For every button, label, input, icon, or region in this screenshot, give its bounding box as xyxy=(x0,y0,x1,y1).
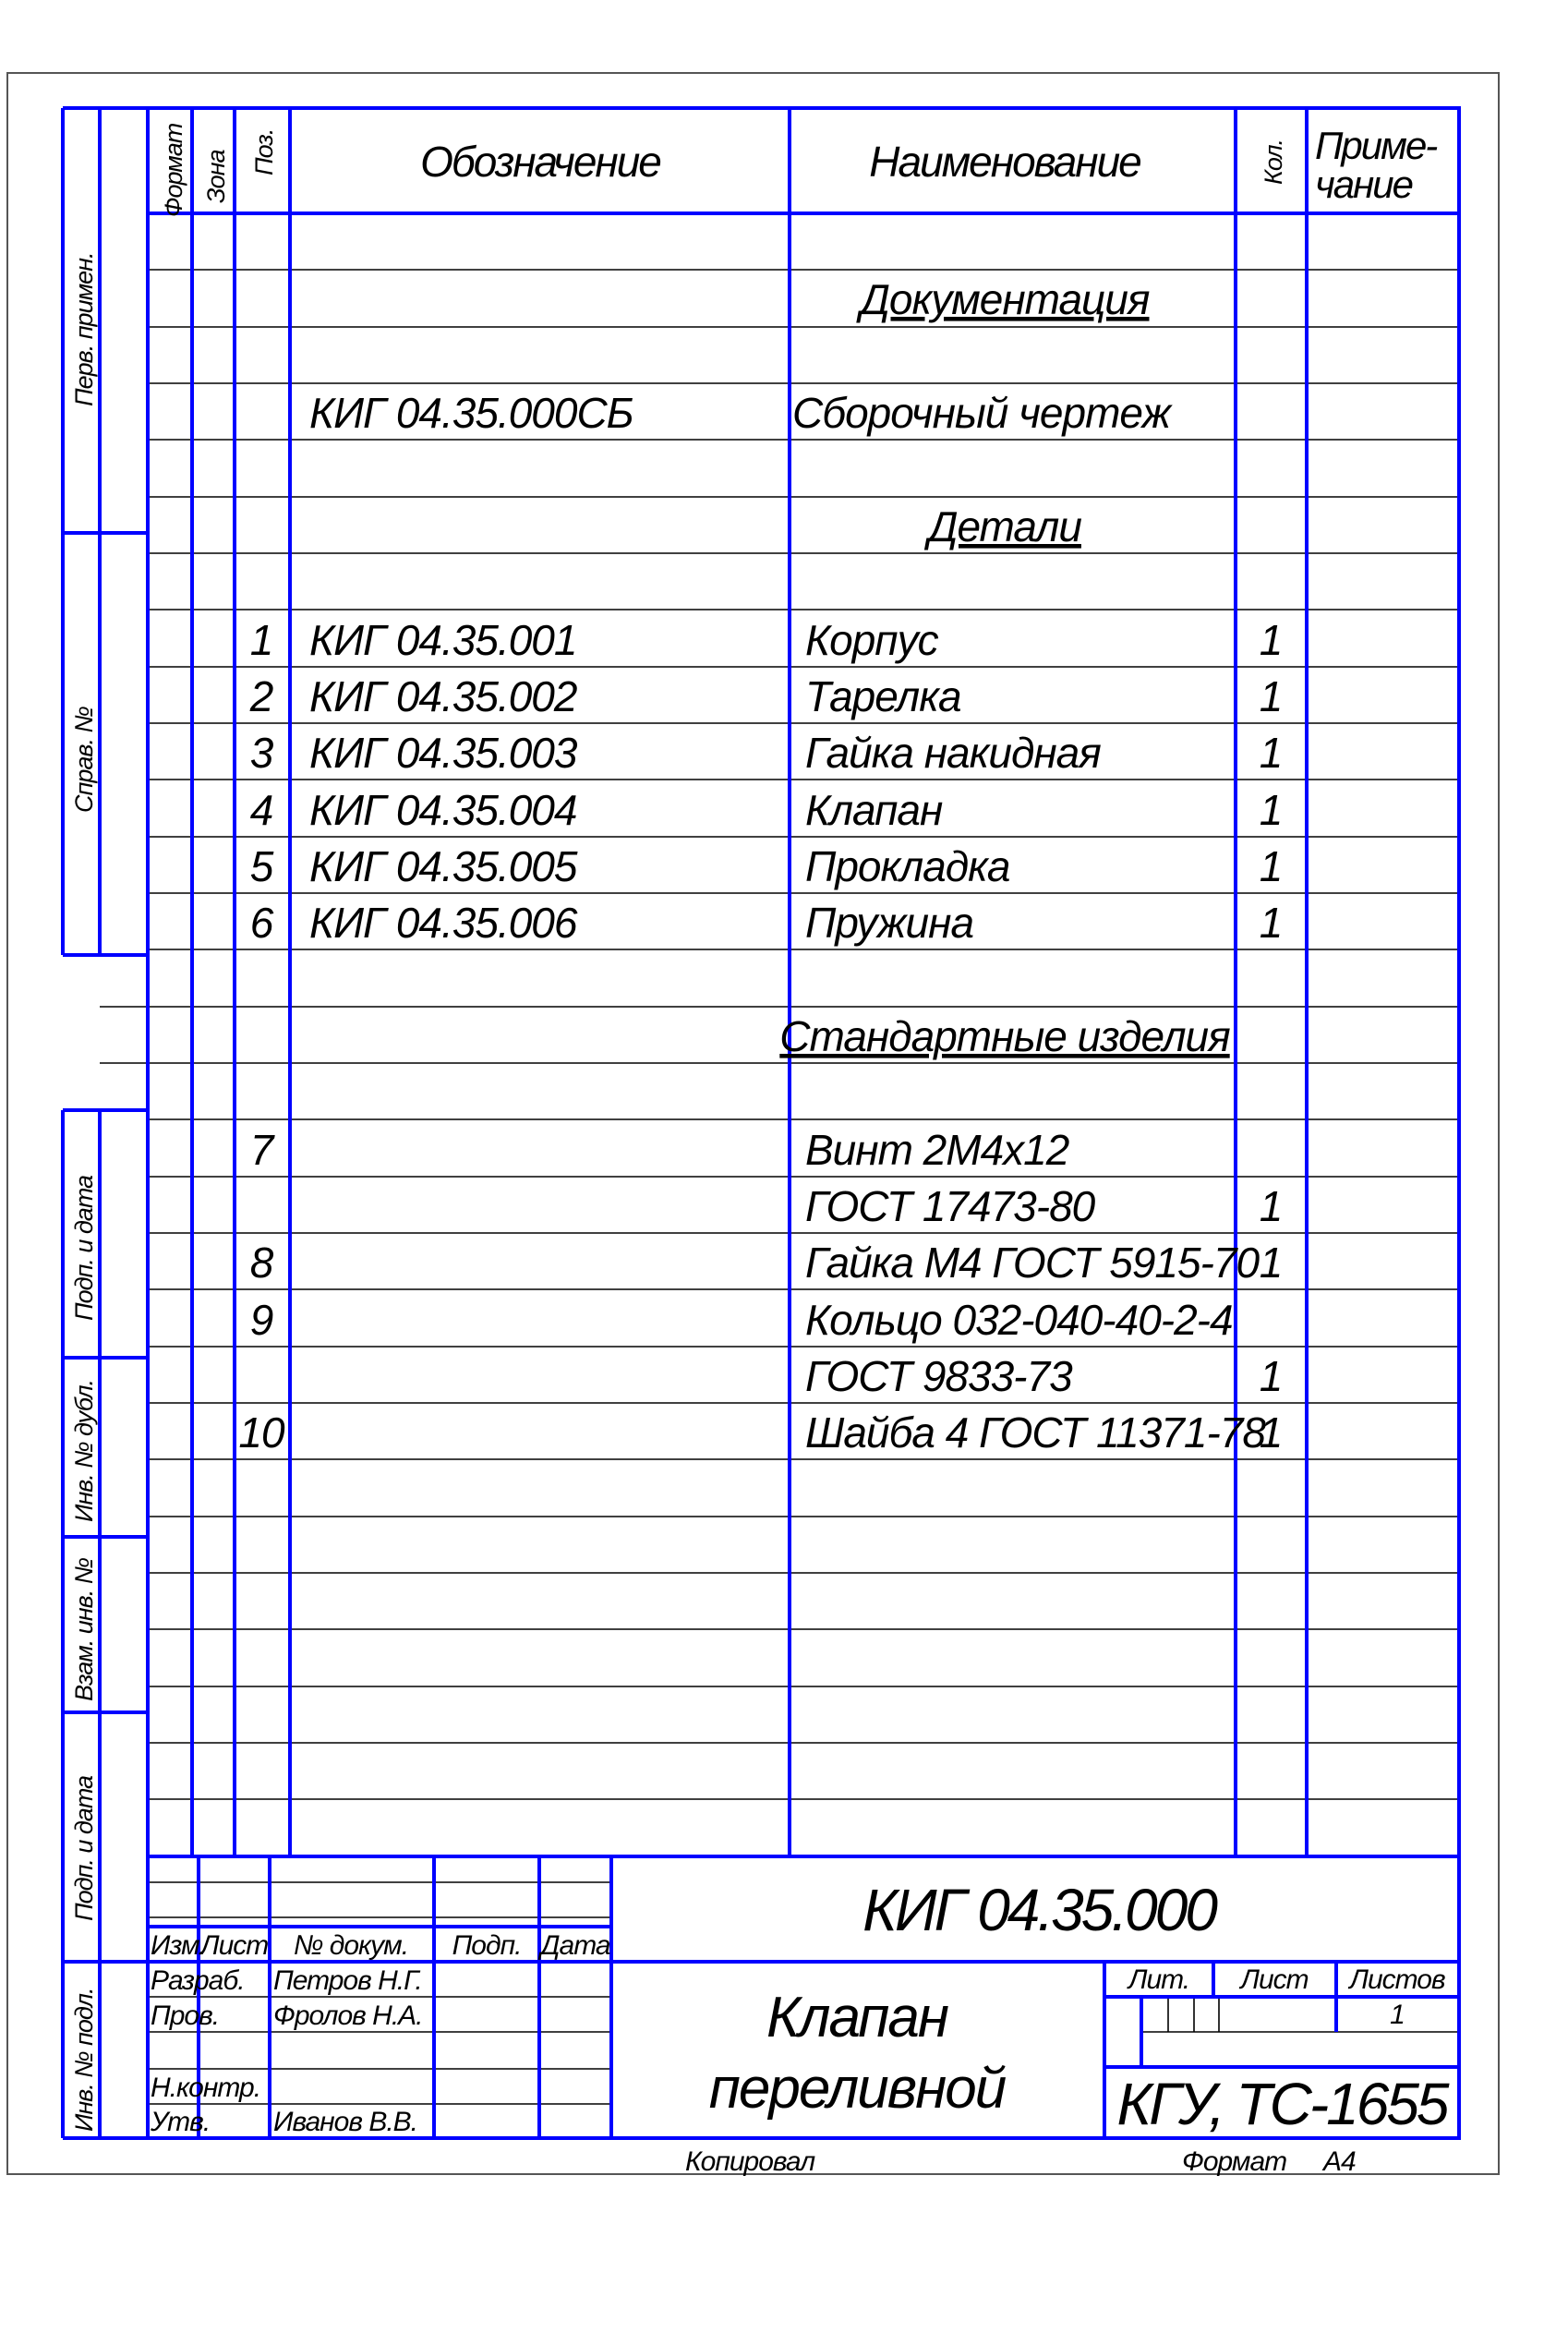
side-inv-dubl: Инв. № дубл. xyxy=(70,1379,98,1522)
nkontr-label: Н.контр. xyxy=(151,2073,261,2103)
header-note-line1: Приме- xyxy=(1315,124,1437,167)
row-name: Кольцо 032-040-40-2-4 xyxy=(805,1296,1233,1344)
sheet-label: Лист xyxy=(1240,1964,1309,1995)
row-name: Гайка М4 ГОСТ 5915-70 xyxy=(805,1239,1260,1287)
row-name: Винт 2М4х12 xyxy=(805,1126,1069,1174)
row-pos: 8 xyxy=(249,1239,273,1287)
side-podp-data-1: Подп. и дата xyxy=(70,1175,98,1321)
header-designation: Обозначение xyxy=(420,138,660,186)
row-qty: 1 xyxy=(1259,1239,1283,1287)
row-name: ГОСТ 17473-80 xyxy=(805,1182,1095,1230)
row-name: Пружина xyxy=(805,899,974,947)
row-name: Клапан xyxy=(805,786,943,834)
row-pos: 3 xyxy=(249,729,273,777)
product-name-line1: Клапан xyxy=(766,1986,948,2049)
row-designation: КИГ 04.35.001 xyxy=(309,616,577,664)
row-qty: 1 xyxy=(1259,672,1283,720)
utv-label: Утв. xyxy=(151,2107,211,2137)
row-name: Гайка накидная xyxy=(805,729,1101,777)
col-data: Дата xyxy=(540,1930,610,1961)
row-designation: КИГ 04.35.003 xyxy=(309,729,577,777)
row-qty: 1 xyxy=(1259,899,1283,947)
row-name: ГОСТ 9833-73 xyxy=(805,1352,1072,1400)
frame-lines xyxy=(63,108,1459,2138)
row-name: Шайба 4 ГОСТ 11371-78 xyxy=(805,1408,1265,1457)
row-pos: 1 xyxy=(249,616,273,664)
row-qty: 1 xyxy=(1259,1352,1283,1400)
header-name: Наименование xyxy=(869,138,1140,186)
header-pos: Поз. xyxy=(250,128,278,175)
row-qty: 1 xyxy=(1259,1408,1283,1457)
row-qty: 1 xyxy=(1259,616,1283,664)
table-row-lines xyxy=(100,270,1459,2104)
side-vzam-inv: Взам. инв. № xyxy=(70,1558,98,1701)
section-standard: Стандартные изделия xyxy=(779,1012,1230,1060)
organization: КГУ, ТС-1655 xyxy=(1116,2071,1447,2137)
row-pos: 2 xyxy=(249,672,273,720)
col-podp: Подп. xyxy=(452,1930,522,1961)
paper-border xyxy=(7,73,1499,2174)
doc-code: КИГ 04.35.000 xyxy=(862,1877,1215,1943)
row-pos: 7 xyxy=(249,1126,273,1174)
row-designation: КИГ 04.35.004 xyxy=(309,786,577,834)
header-format: Формат xyxy=(160,123,187,217)
row-qty: 1 xyxy=(1259,786,1283,834)
row-pos: 4 xyxy=(249,786,273,834)
razrab-label: Разраб. xyxy=(151,1965,245,1996)
footer-format-value: А4 xyxy=(1323,2146,1356,2177)
col-list: Лист xyxy=(200,1930,269,1961)
row-name: Корпус xyxy=(805,616,938,664)
row-name: Тарелка xyxy=(805,672,961,720)
header-qty: Кол. xyxy=(1260,139,1287,185)
row-pos: 9 xyxy=(249,1296,273,1344)
row-name: Сборочный чертеж xyxy=(792,389,1171,437)
header-zone: Зона xyxy=(202,150,230,203)
row-pos: 6 xyxy=(249,899,273,947)
lit-label: Лит. xyxy=(1128,1964,1190,1995)
razrab-name: Петров Н.Г. xyxy=(273,1965,422,1996)
row-designation: КИГ 04.35.006 xyxy=(309,899,577,947)
side-perv-primen: Перв. примен. xyxy=(70,252,98,406)
prov-name: Фролов Н.А. xyxy=(273,2001,423,2031)
utv-name: Иванов В.В. xyxy=(273,2107,418,2137)
sheets-label: Листов xyxy=(1349,1964,1445,1995)
row-qty: 1 xyxy=(1259,1182,1283,1230)
side-inv-podl: Инв. № подл. xyxy=(70,1988,98,2132)
row-pos: 5 xyxy=(249,842,273,890)
footer-copied: Копировал xyxy=(685,2146,815,2177)
sheets-value: 1 xyxy=(1390,2000,1405,2030)
side-podp-data-2: Подп. и дата xyxy=(70,1775,98,1921)
product-name-line2: переливной xyxy=(708,2057,1006,2121)
prov-label: Пров. xyxy=(151,2001,220,2031)
row-qty: 1 xyxy=(1259,842,1283,890)
row-designation: КИГ 04.35.000СБ xyxy=(309,389,633,437)
row-pos: 10 xyxy=(238,1408,284,1457)
col-dokum: № докум. xyxy=(293,1930,409,1961)
col-izm: Изм. xyxy=(151,1930,206,1961)
row-qty: 1 xyxy=(1259,729,1283,777)
header-note-line2: чание xyxy=(1315,163,1412,206)
row-designation: КИГ 04.35.005 xyxy=(309,842,577,890)
footer-format-label: Формат xyxy=(1182,2146,1287,2177)
section-parts: Детали xyxy=(928,502,1081,550)
row-name: Прокладка xyxy=(805,842,1010,890)
section-documentation: Документация xyxy=(860,275,1150,323)
side-sprav-no: Справ. № xyxy=(70,707,98,813)
row-designation: КИГ 04.35.002 xyxy=(309,672,577,720)
